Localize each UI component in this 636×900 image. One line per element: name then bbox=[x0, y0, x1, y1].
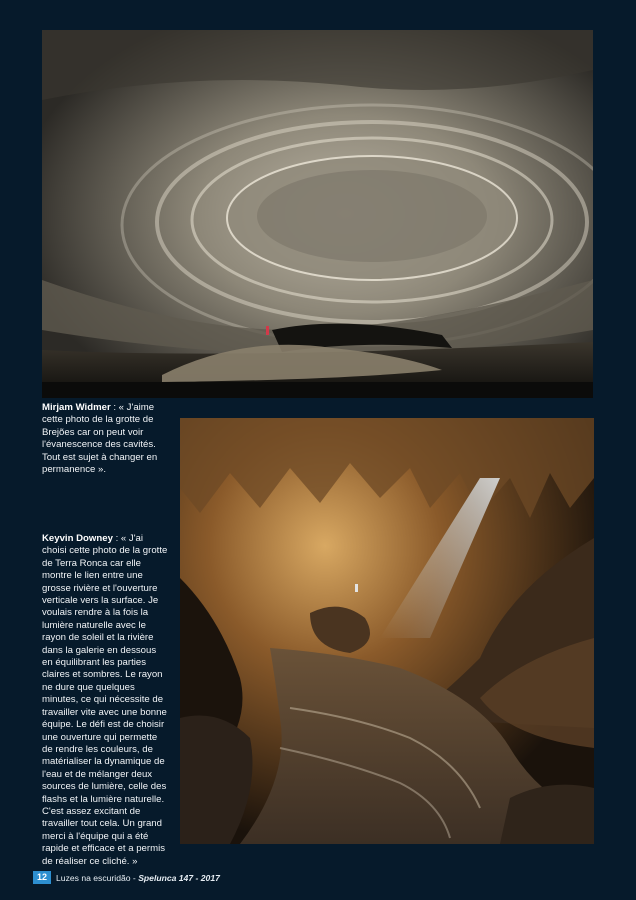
caption-author: Mirjam Widmer bbox=[42, 402, 111, 413]
caption-text: : « J'ai choisi cette photo de la grotte de Terra Ronca car elle montre le lien entre une grosse rivière et l'ouverture verticale vers la surface. Je voulais rendre à la fois la lumière naturelle avec le rayon de soleil et la rivière dans la galerie en dessous en équilibrant les parties claires et sombres. Le rayon ne dure que quelques minutes, ce qui nécessite de travailler vite avec une bonne équipe. Le défi est de choisir une ouverture qui permette de rendre les couleurs, de matérialiser la dynamique de l'eau et de mélanger deux sources de lumière, celle des flashs et la lumière naturelle. C'est assez excitant de travailler tout cela. Un grand merci à l'équipe qui a été rapide et efficace et a permis de réaliser ce cliché. » bbox=[42, 533, 168, 867]
footer-separator: - bbox=[130, 872, 139, 883]
photo-caption bbox=[42, 402, 168, 476]
page-footer bbox=[33, 871, 220, 884]
cave-photo-brejoes bbox=[42, 30, 593, 398]
publication-name: Spelunca 147 - 2017 bbox=[138, 872, 220, 883]
caption-author: Keyvin Downey bbox=[42, 533, 113, 544]
photo-caption bbox=[42, 533, 168, 868]
caption-text: : « J'aime cette photo de la grotte de Brejões car on peut voir l'évanescence des cavités. Tout est sujet à changer en permanence ». bbox=[42, 402, 158, 476]
section-title: Luzes na escuridão bbox=[56, 872, 131, 883]
cave-photo-terra-ronca bbox=[180, 418, 594, 844]
page-number: 12 bbox=[33, 871, 51, 884]
